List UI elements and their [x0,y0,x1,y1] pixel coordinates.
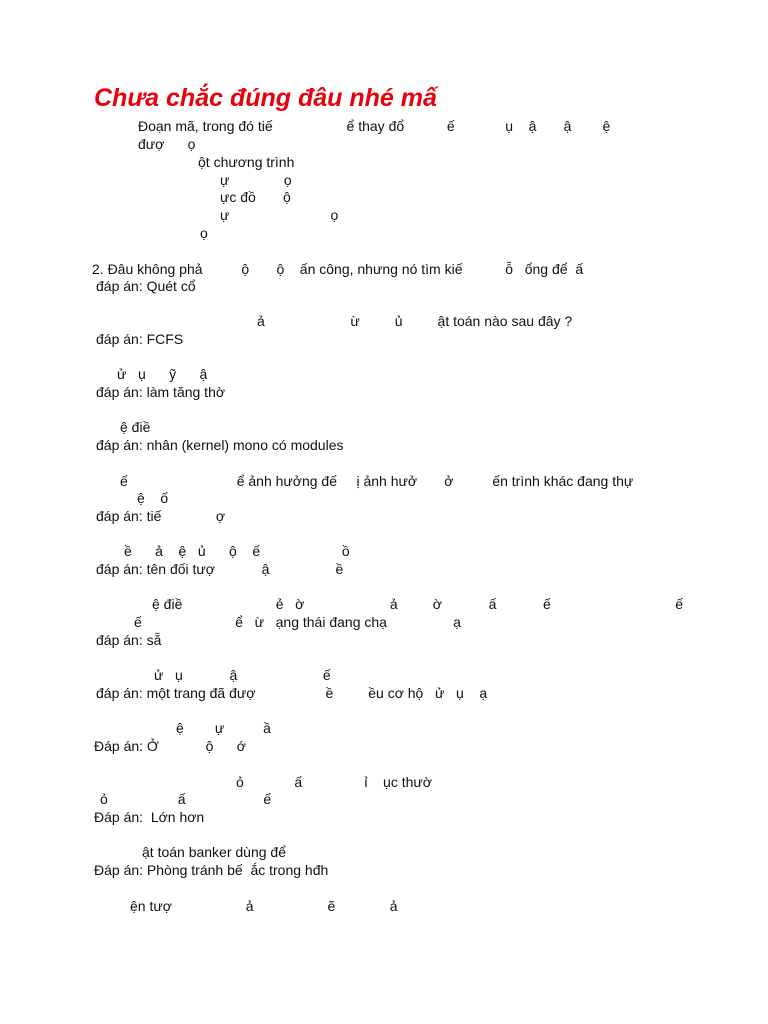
answer-line: đáp án: tên đối tượ ậ ề [96,561,344,577]
answer-line: đáp án: tiế ợ [96,508,226,524]
answer-line: Đáp án: Phòng tránh bế ắc trong hđh [94,862,329,878]
answer-line: Đáp án: Lớn hơn [94,809,205,825]
text-line: Đoạn mã, trong đó tiế ể thay đổ ế ụ ậ ậ ệ [138,118,611,134]
question-line: ật toán banker dùng để [142,844,287,860]
text-line: ột chương trình [198,154,295,170]
question-line: ề ả ệ ủ ộ ế ồ [124,543,350,559]
question-line: ện tượ ả ẽ ả [130,898,398,914]
text-line: ự ọ [220,172,292,188]
answer-line: đáp án: FCFS [96,331,184,347]
answer-line: đáp án: sẵ [96,632,162,648]
question-line: ệ điề ẻ ờ ả ờ ấ ế ế [152,596,684,612]
text-line: ực đồ ộ [220,189,291,205]
text-line: ự ọ [220,207,339,223]
question-line: 2. Đâu không phả ộ ộ ấn công, nhưng nó tìm kiế ỗ ổng để ấ [92,261,584,277]
question-line: ả ừ ủ ật toán nào sau đây ? [257,313,573,329]
answer-line: đáp án: nhân (kernel) mono có modules [96,437,344,453]
answer-line: Đáp án: Ở ộ ớ [94,738,246,754]
question-line: ỏ ấ ế [100,791,272,807]
question-line: ệ điề [120,419,151,435]
question-line: ế ể ừ ạng thái đang chạ ạ [134,614,461,630]
text-line: ọ [200,225,208,241]
question-line: ử ụ ậ ế [154,667,331,683]
document-title: Chưa chắc đúng đâu nhé mấ [94,84,437,112]
question-line: ỏ ấ ỉ ục thườ [236,774,432,790]
question-line: ệ ự ầ [176,720,271,736]
question-line: ử ụ ỹ ậ [117,366,208,382]
answer-line: đáp án: Quét cổ [96,278,196,294]
question-line: ế ể ảnh hưởng đế ị ảnh hưở ở ến trình khác đang thự [120,473,634,489]
answer-line: đáp án: một trang đã đượ ề ều cơ hộ ử ụ ạ [96,685,488,701]
text-line: đượ ọ [138,136,196,152]
answer-line: đáp án: làm tăng thờ [96,384,226,400]
question-line: ệ ố [137,490,169,506]
